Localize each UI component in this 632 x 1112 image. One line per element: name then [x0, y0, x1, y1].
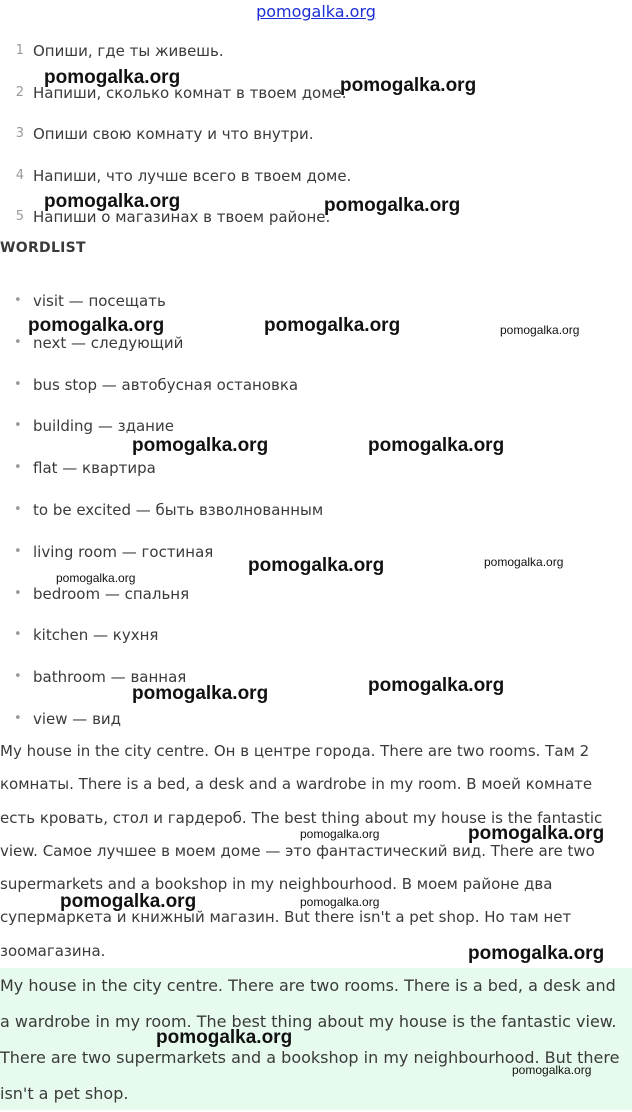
watermark: pomogalka.org: [468, 943, 605, 964]
word-text: to be excited — быть взволнованным: [33, 500, 324, 519]
answer-box: [0, 968, 632, 1110]
watermark: pomogalka.org: [324, 195, 461, 216]
word-text: bus stop — автобусная остановка: [33, 375, 299, 394]
task-item: [0, 123, 632, 165]
task-text: Напиши, сколько комнат в твоем доме.: [33, 83, 347, 102]
task-number: 3: [15, 126, 24, 142]
word-text: next — следующий: [33, 333, 184, 352]
bullet-icon: •: [14, 460, 22, 476]
bullet-icon: •: [14, 418, 22, 434]
watermark: pomogalka.org: [264, 315, 401, 336]
word-item: [0, 415, 632, 457]
word-item: [0, 666, 632, 708]
watermark: pomogalka.org: [156, 1027, 293, 1048]
watermark: pomogalka.org: [368, 435, 505, 456]
word-item: [0, 374, 632, 416]
watermark: pomogalka.org: [248, 555, 385, 576]
watermark: pomogalka.org: [132, 683, 269, 704]
task-text: Напиши о магазинах в твоем районе.: [33, 208, 331, 227]
task-number: 1: [15, 43, 24, 58]
watermark: pomogalka.org: [468, 823, 605, 844]
bullet-icon: •: [14, 710, 22, 726]
word-text: building — здание: [33, 417, 174, 436]
watermark: pomogalka.org: [300, 895, 380, 909]
answer-text: My house in the city centre. There are two rooms. There is a bed, a desk and a wardrobe in my room. The best thing about my house is the fantastic view. There are two supermarkets and a bookshop in my neighbourhood. But there isn't a pet shop.: [0, 976, 620, 1103]
word-item: [0, 624, 632, 666]
bullet-icon: •: [14, 543, 22, 559]
bullet-icon: •: [14, 293, 22, 308]
bullet-icon: •: [14, 334, 22, 350]
watermark: pomogalka.org: [28, 315, 165, 336]
word-text: visit — посещать: [33, 292, 166, 310]
watermark: pomogalka.org: [484, 555, 564, 569]
word-text: flat — квартира: [33, 459, 156, 478]
watermark: pomogalka.org: [340, 75, 477, 96]
task-text: Опиши свою комнату и что внутри.: [33, 125, 314, 144]
watermark: pomogalka.org: [44, 191, 181, 212]
watermark: pomogalka.org: [44, 67, 181, 88]
task-text: Опиши, где ты живешь.: [33, 42, 224, 60]
watermark: pomogalka.org: [132, 435, 269, 456]
word-text: living room — гостиная: [33, 542, 214, 561]
bullet-icon: •: [14, 585, 22, 601]
watermark: pomogalka.org: [512, 1063, 592, 1077]
task-number: 4: [15, 167, 24, 183]
word-item: [0, 457, 632, 499]
watermark: pomogalka.org: [368, 675, 505, 696]
word-item: [0, 332, 632, 374]
word-text: bathroom — ванная: [33, 668, 187, 687]
task-number: 5: [15, 209, 24, 225]
word-text: kitchen — кухня: [33, 626, 159, 645]
translation-paragraph: My house in the city centre. Он в центре города. There are two rooms. Там 2 комнаты. There is a bed, a desk and a wardrobe in my room. В моей комнате есть кровать, стол и гардероб. The best thing about my house is the fantastic view. Самое лучшее в моем доме — это фантастический вид. There are two supermarkets and a bookshop in my neighbourhood. В моем районе два супермаркета и книжный магазин. But there isn't a pet shop. Но там нет зоомагазина.: [0, 742, 603, 960]
word-text: view — вид: [33, 709, 122, 728]
watermark: pomogalka.org: [500, 323, 580, 337]
bullet-icon: •: [14, 501, 22, 517]
word-item: [0, 583, 632, 625]
word-list: [0, 290, 632, 750]
word-text: bedroom — спальня: [33, 584, 190, 603]
bullet-icon: •: [14, 669, 22, 685]
watermark: pomogalka.org: [300, 827, 380, 841]
watermark: pomogalka.org: [56, 571, 136, 585]
task-text: Напиши, что лучше всего в твоем доме.: [33, 166, 352, 185]
word-item: [0, 499, 632, 541]
site-header-link[interactable]: pomogalka.org: [256, 2, 376, 21]
task-number: 2: [15, 84, 24, 100]
bullet-icon: •: [14, 627, 22, 643]
bullet-icon: •: [14, 376, 22, 392]
wordlist-title: WORDLIST: [0, 240, 86, 256]
watermark: pomogalka.org: [60, 891, 197, 912]
